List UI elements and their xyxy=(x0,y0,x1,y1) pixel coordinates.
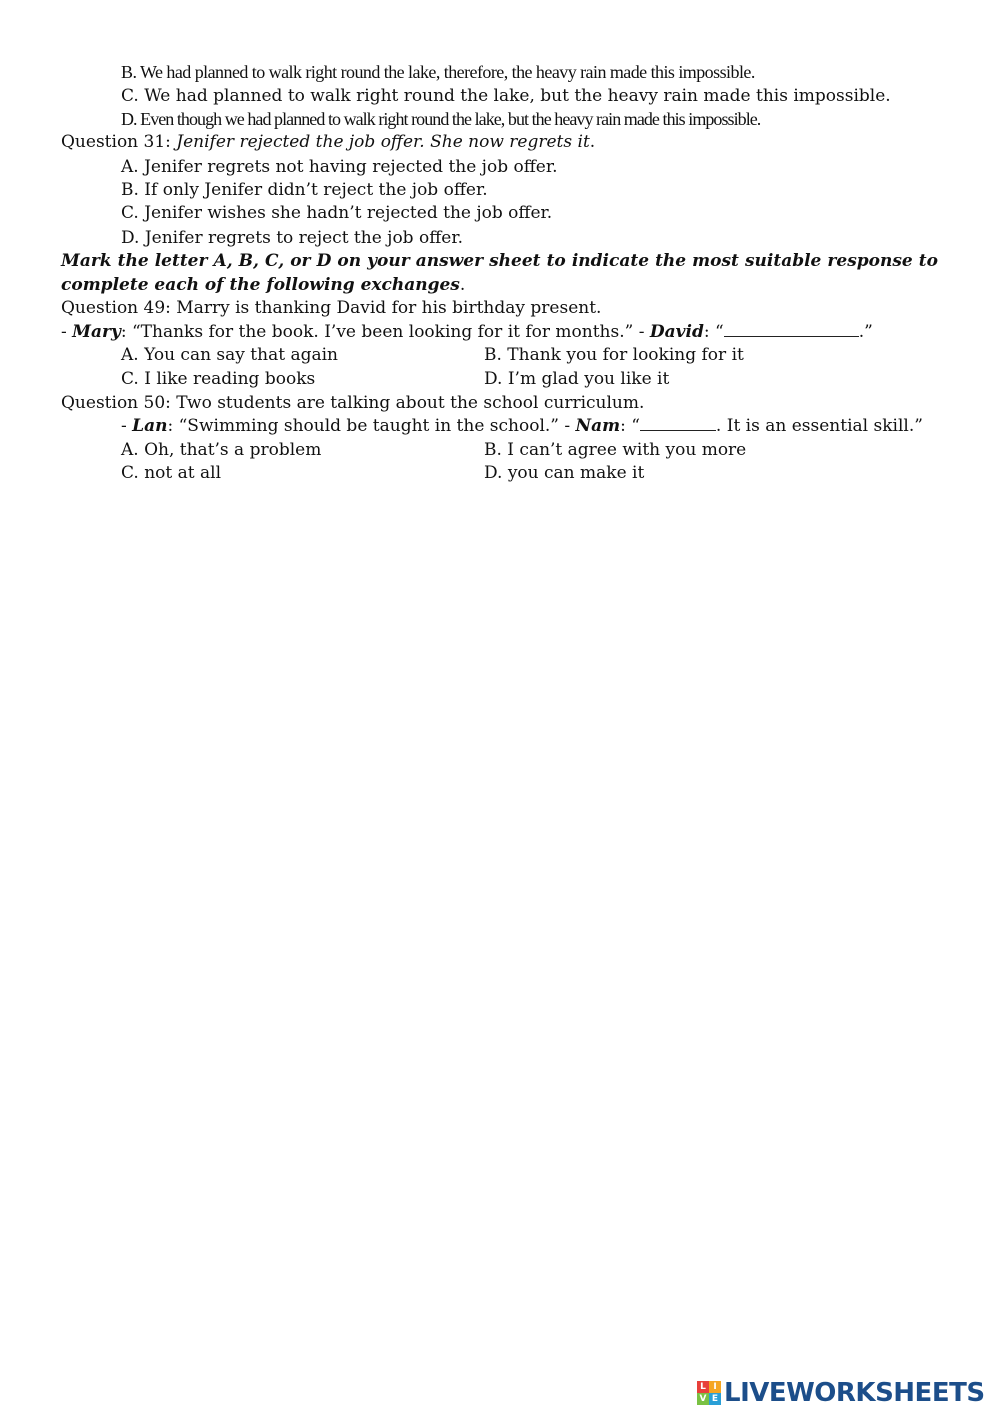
q49-speaker-mary: Mary xyxy=(72,322,121,342)
q31-label: Question 31: xyxy=(61,132,177,152)
q49-speech-david-close: .” xyxy=(858,322,873,342)
q49-speech-mary: : “Thanks for the book. I’ve been looking for it for months.” - xyxy=(120,322,650,342)
logo-letter-v: V xyxy=(697,1393,709,1405)
q49-answer-blank[interactable] xyxy=(724,321,859,337)
q31-option-a: A. Jenifer regrets not having rejected the job offer. xyxy=(121,157,558,177)
q50-option-c: C. not at all xyxy=(121,463,222,483)
q50-speech-nam-open: : “ xyxy=(620,416,640,436)
q49-option-b: B. Thank you for looking for it xyxy=(484,345,744,365)
q50-speech-nam-close: . It is an essential skill.” xyxy=(715,416,923,436)
q50-speech-lan: : “Swimming should be taught in the school.” - xyxy=(167,416,576,436)
q30-option-b: B. We had planned to walk right round the lake, therefore, the heavy rain made this impossible. xyxy=(121,62,755,82)
q31-question xyxy=(61,131,595,154)
q49-speaker-david: David xyxy=(649,322,704,342)
logo-letter-e: E xyxy=(709,1393,721,1405)
q49-option-c: C. I like reading books xyxy=(121,369,316,389)
q30-option-d: D. Even though we had planned to walk right round the lake, but the heavy rain made this impossible. xyxy=(121,109,761,129)
q49-option-d: D. I’m glad you like it xyxy=(484,369,670,389)
q31-prompt-end: . xyxy=(589,132,596,152)
q50-option-b: B. I can’t agree with you more xyxy=(484,440,747,460)
instruction-line-1: Mark the letter A, B, C, or D on your answer sheet to indicate the most suitable response to xyxy=(61,251,938,271)
q31-option-d: D. Jenifer regrets to reject the job offer. xyxy=(121,228,464,248)
q50-speaker-lan: Lan xyxy=(132,416,168,436)
q50-option-a: A. Oh, that’s a problem xyxy=(121,440,322,460)
q49-option-a: A. You can say that again xyxy=(121,345,338,365)
q49-dialogue xyxy=(61,321,873,344)
q31-option-c: C. Jenifer wishes she hadn’t rejected the job offer. xyxy=(121,203,553,223)
instruction-line-2-text: complete each of the following exchanges xyxy=(61,275,460,295)
q30-option-c: C. We had planned to walk right round the lake, but the heavy rain made this impossible. xyxy=(121,86,891,106)
q50-option-d: D. you can make it xyxy=(484,463,645,483)
instruction-line-2-end: . xyxy=(459,275,466,295)
q49-dash: - xyxy=(61,322,73,342)
liveworksheets-logo-text: LIVEWORKSHEETS xyxy=(724,1378,985,1408)
q31-option-b: B. If only Jenifer didn’t reject the job offer. xyxy=(121,180,488,200)
q50-dialogue xyxy=(121,415,923,438)
liveworksheets-logo xyxy=(697,1376,985,1410)
liveworksheets-logo-icon xyxy=(697,1381,721,1405)
q50-speaker-nam: Nam xyxy=(575,416,621,436)
logo-letter-l: L xyxy=(697,1381,709,1393)
q50-intro: Question 50: Two students are talking about the school curriculum. xyxy=(61,393,645,413)
q31-prompt: Jenifer rejected the job offer. She now regrets it xyxy=(176,132,590,152)
logo-letter-i: I xyxy=(709,1381,721,1393)
q49-intro: Question 49: Marry is thanking David for his birthday present. xyxy=(61,298,602,318)
q50-answer-blank[interactable] xyxy=(640,415,716,431)
q50-dash: - xyxy=(121,416,133,436)
instruction-line-2 xyxy=(61,274,465,297)
q49-speech-david-open: : “ xyxy=(703,322,724,342)
